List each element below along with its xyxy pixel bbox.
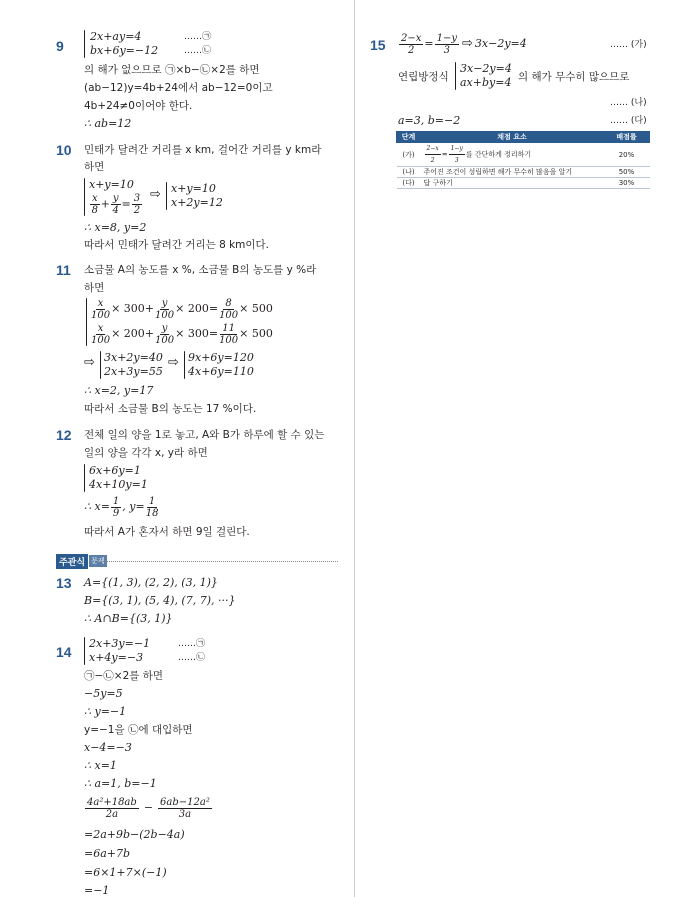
problem-10-conclusion: 따라서 민태가 달려간 거리는 8 km이다. xyxy=(84,239,270,251)
problem-15-mark-ga: …… (가) xyxy=(610,40,647,50)
problem-14-number: 14 xyxy=(56,644,72,660)
row-rate: 20% xyxy=(604,143,650,167)
problem-9-eq2-mark: ……㉡ xyxy=(184,46,212,56)
problem-15-sys-eq2: ax+by=4 xyxy=(460,76,512,89)
table-row xyxy=(397,143,650,167)
problem-10-sys1-eq1: x+y=10 xyxy=(89,178,134,191)
table-row xyxy=(397,167,650,178)
problem-10-brace-2 xyxy=(166,182,167,210)
problem-9-line2: (ab−12)y=4b+24에서 ab−12=0이고 xyxy=(84,82,273,94)
problem-9-line3: 4b+24≠0이어야 한다. xyxy=(84,100,193,112)
problem-15-mark-da: …… (다) xyxy=(610,116,647,126)
problem-11-eq2: $\frac{x}{100}$ × 200+ $\frac{y}{100}$ × 300= $\frac{11}{100}$ × 500 xyxy=(91,322,273,346)
problem-9-eq2: bx+6y=−12 xyxy=(90,44,159,57)
problem-10-result: ∴ x=8, y=2 xyxy=(84,221,147,234)
section-label: 주관식 xyxy=(56,554,88,569)
problem-15-sys-eq1: 3x−2y=4 xyxy=(460,62,512,75)
problem-13-line2: B={(3, 1), (5, 4), (7, 7), ···} xyxy=(84,594,236,607)
problem-14-step8: =2a+9b−(2b−4a) xyxy=(84,828,185,841)
row-item: $\frac{2-x}{2}$ = $\frac{1-y}{3}$ 를 간단하게 정리하기 xyxy=(421,143,604,167)
problem-14-step5: x−4=−3 xyxy=(84,741,132,754)
row-step: (다) xyxy=(397,178,421,189)
row-step: (나) xyxy=(397,167,421,178)
problem-10-sys1-eq2: $\frac{x}{8}$ + $\frac{y}{4}$ = $\frac{3}{2}$ xyxy=(91,193,141,216)
problem-11-eq1: $\frac{x}{100}$ × 300+ $\frac{y}{100}$ × 200= $\frac{8}{100}$ × 500 xyxy=(91,297,273,321)
problem-13-line1: A={(1, 3), (2, 2), (3, 1)} xyxy=(84,576,218,589)
problem-9-eq1-mark: ……㉠ xyxy=(184,32,212,42)
problem-9-line1: 의 해가 없으므로 ㉠×b−㉡×2를 하면 xyxy=(84,64,260,76)
problem-14-step9: =6a+7b xyxy=(84,847,131,860)
problem-12-eq2: 4x+10y=1 xyxy=(89,478,148,491)
problem-10-sys2-eq2: x+2y=12 xyxy=(171,196,223,209)
problem-11-sys-b2: 4x+6y=110 xyxy=(188,365,254,378)
table-row xyxy=(397,178,650,189)
row-step: (가) xyxy=(397,143,421,167)
problem-15-result: a=3, b=−2 xyxy=(398,114,461,127)
problem-14-step10: =6×1+7×(−1) xyxy=(84,866,167,879)
scoring-table xyxy=(396,131,650,189)
problem-15-eq-line: $\frac{2-x}{2}$ = $\frac{1-y}{3}$ ⇨ 3x−2y=4 xyxy=(401,32,527,56)
problem-12-result: ∴ x= $\frac{1}{9}$ , y= $\frac{1}{18}$ xyxy=(84,495,159,519)
problem-11-result: ∴ x=2, y=17 xyxy=(84,384,154,397)
problem-11-line2: 하면 xyxy=(84,282,105,294)
problem-15-intro: 연립방정식 xyxy=(398,71,449,83)
problem-14-fraction-expr: $\frac{\text{4a²+18ab}}{2a}$ − $\frac{\text{6ab−12a²}}{3a}$ xyxy=(87,796,210,820)
problem-14-eq1: 2x+3y=−1 xyxy=(89,637,151,650)
problem-9-number: 9 xyxy=(56,38,64,54)
problem-11-arrow-1: ⇨ xyxy=(84,355,95,370)
section-badge: 문제 xyxy=(91,557,105,565)
problem-10-sys2-eq1: x+y=10 xyxy=(171,182,216,195)
problem-11-brace-2 xyxy=(100,351,101,379)
problem-13-line3: ∴ A∩B={(3, 1)} xyxy=(84,612,173,625)
row-rate: 30% xyxy=(604,178,650,189)
problem-11-arrow-2: ⇨ xyxy=(168,355,179,370)
problem-12-line1: 전체 일의 양을 1로 놓고, A와 B가 하루에 할 수 있는 xyxy=(84,429,325,441)
problem-12-conclusion: 따라서 A가 혼자서 하면 9일 걸린다. xyxy=(84,526,250,538)
row-item: 답 구하기 xyxy=(421,178,604,189)
problem-15-brace xyxy=(455,62,456,90)
problem-10-arrow: ⇨ xyxy=(150,187,161,202)
problem-12-line2: 일의 양을 각각 x, y라 하면 xyxy=(84,447,208,459)
problem-11-sys-a1: 3x+2y=40 xyxy=(104,351,163,364)
row-item: 주어진 조건이 성립하면 해가 무수히 많음을 알기 xyxy=(421,167,604,178)
header-item: 채점 요소 xyxy=(421,132,604,143)
problem-12-eq1: 6x+6y=1 xyxy=(89,464,141,477)
problem-14-step7: ∴ a=1, b=−1 xyxy=(84,777,157,790)
problem-15-tail: 의 해가 무수히 많으므로 xyxy=(518,71,630,83)
problem-13-number: 13 xyxy=(56,575,72,591)
problem-14-step11: =−1 xyxy=(84,884,110,897)
problem-12-brace xyxy=(84,464,85,492)
header-rate: 배점률 xyxy=(604,132,650,143)
problem-11-conclusion: 따라서 소금물 B의 농도는 17 %이다. xyxy=(84,403,257,415)
header-step: 단계 xyxy=(397,132,421,143)
problem-11-brace-3 xyxy=(184,351,185,379)
problem-12-number: 12 xyxy=(56,427,72,443)
problem-11-line1: 소금물 A의 농도를 x %, 소금물 B의 농도를 y %라 xyxy=(84,264,317,276)
problem-15-mark-na: …… (나) xyxy=(610,98,647,108)
row-rate: 50% xyxy=(604,167,650,178)
problem-14-eq2-mark: ……㉡ xyxy=(178,653,206,663)
column-divider xyxy=(354,0,355,897)
section-dotted-rule xyxy=(100,561,338,562)
problem-10-line1: 민태가 달려간 거리를 x km, 걸어간 거리를 y km라 xyxy=(84,144,322,156)
problem-14-step4: y=−1을 ㉡에 대입하면 xyxy=(84,724,193,736)
problem-11-brace-1 xyxy=(86,298,87,346)
problem-14-eq1-mark: ……㉠ xyxy=(178,639,206,649)
problem-14-step2: −5y=5 xyxy=(84,687,123,700)
problem-11-sys-a2: 2x+3y=55 xyxy=(104,365,163,378)
problem-9-eq1: 2x+ay=4 xyxy=(90,30,142,43)
problem-14-brace xyxy=(84,637,85,665)
problem-11-number: 11 xyxy=(56,262,71,278)
problem-10-brace-1 xyxy=(84,178,85,216)
problem-9-brace xyxy=(84,30,85,58)
problem-14-step6: ∴ x=1 xyxy=(84,759,117,772)
problem-11-sys-b1: 9x+6y=120 xyxy=(188,351,254,364)
scoring-table-header xyxy=(397,132,650,143)
problem-10-line2: 하면 xyxy=(84,161,105,173)
problem-14-step3: ∴ y=−1 xyxy=(84,705,127,718)
problem-9-line4: ∴ ab=12 xyxy=(84,117,132,130)
problem-14-eq2: x+4y=−3 xyxy=(89,651,144,664)
problem-14-step1: ㉠−㉡×2를 하면 xyxy=(84,670,164,682)
problem-10-number: 10 xyxy=(56,142,72,158)
problem-15-number: 15 xyxy=(370,37,386,53)
